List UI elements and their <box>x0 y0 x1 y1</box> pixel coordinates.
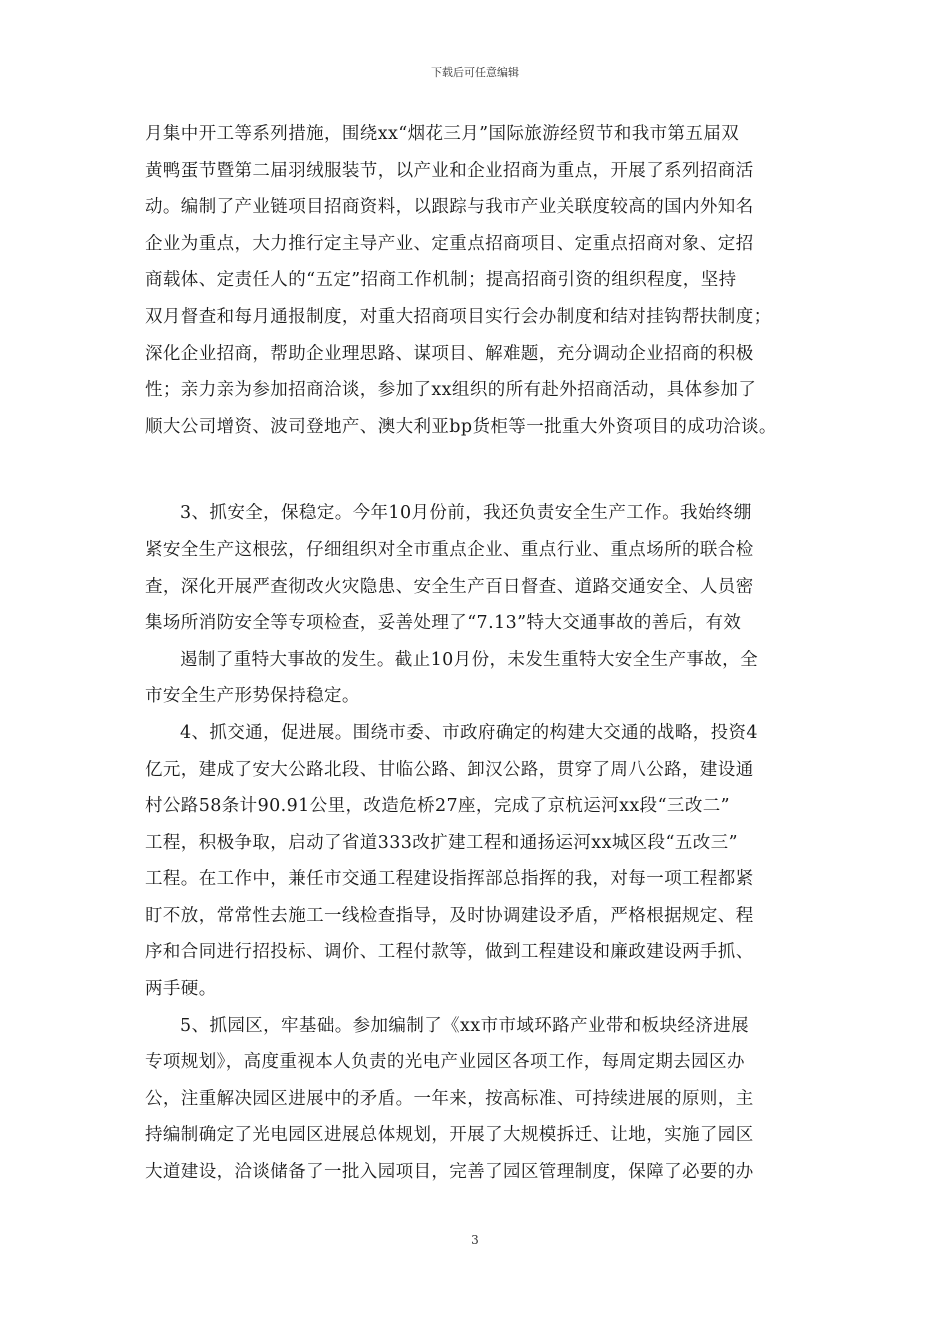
text-line: 市安全生产形势保持稳定。 <box>145 686 360 707</box>
paragraph <box>145 715 825 1008</box>
text-line: 顺大公司增资、波司登地产、澳大利亚bp货柜等一批重大外资项目的成功洽谈。 <box>145 416 777 437</box>
text-line: 紧安全生产这根弦，仔细组织对全市重点企业、重点行业、重点场所的联合检 <box>145 539 754 560</box>
text-line: 两手硬。 <box>145 979 217 1000</box>
text-line: 村公路58条计90.91公里，改造危桥27座，完成了京杭运河xx段“三改二” <box>145 796 730 817</box>
text-line: 5、抓园区，牢基础。参加编制了《xx市市域环路产业带和板块经济进展 <box>180 1015 750 1036</box>
document-body <box>145 116 825 1191</box>
text-line: 月集中开工等系列措施，围绕xx“烟花三月”国际旅游经贸节和我市第五届双 <box>145 124 740 144</box>
text-line: 3、抓安全，保稳定。今年10月份前，我还负责安全生产工作。我始终绷 <box>180 503 752 524</box>
text-line: 4、抓交通，促进展。围绕市委、市政府确定的构建大交通的战略，投资4 <box>180 722 758 743</box>
text-line: 集场所消防安全等专项检查，妥善处理了“7.13”特大交通事故的善后，有效 <box>145 613 742 634</box>
text-line: 工程，积极争取，启动了省道333改扩建工程和通扬运河xx城区段“五改三” <box>145 832 738 853</box>
paragraph <box>145 495 825 641</box>
paragraph-gap <box>145 445 825 495</box>
page-header: 下载后可任意编辑 <box>431 66 519 79</box>
text-line: 企业为重点，大力推行定主导产业、定重点招商项目、定重点招商对象、定招 <box>145 233 754 254</box>
text-line: 商载体、定责任人的“五定”招商工作机制；提高招商引资的组织程度，坚持 <box>145 270 737 291</box>
text-line: 序和合同进行招投标、调价、工程付款等，做到工程建设和廉政建设两手抓、 <box>145 942 754 963</box>
paragraph <box>145 642 825 715</box>
text-line: 公，注重解决园区进展中的矛盾。一年来，按高标准、可持续进展的原则，主 <box>145 1088 754 1109</box>
text-line: 动。编制了产业链项目招商资料，以跟踪与我市产业关联度较高的国内外知名 <box>145 197 754 218</box>
text-line: 工程。在工作中，兼任市交通工程建设指挥部总指挥的我，对每一项工程都紧 <box>145 869 754 890</box>
paragraph <box>145 1008 825 1191</box>
text-line: 黄鸭蛋节暨第二届羽绒服装节，以产业和企业招商为重点，开展了系列招商活 <box>145 160 754 181</box>
text-line: 盯不放，常常性去施工一线检查指导，及时协调建设矛盾，严格根据规定、程 <box>145 905 754 926</box>
text-line: 遏制了重特大事故的发生。截止10月份，未发生重特大安全生产事故，全 <box>180 649 758 670</box>
text-line: 持编制确定了光电园区进展总体规划，开展了大规模拆迁、让地，实施了园区 <box>145 1125 754 1146</box>
text-line: 双月督查和每月通报制度，对重大招商项目实行会办制度和结对挂钩帮扶制度； <box>145 306 772 327</box>
text-line: 深化企业招商，帮助企业理思路、谋项目、解难题，充分调动企业招商的积极 <box>145 343 754 364</box>
page-number: 3 <box>471 1233 479 1247</box>
text-line: 大道建设，洽谈储备了一批入园项目，完善了园区管理制度，保障了必要的办 <box>145 1162 754 1183</box>
text-line: 亿元，建成了安大公路北段、甘临公路、卸汉公路，贯穿了周八公路，建设通 <box>145 759 754 780</box>
text-line: 查，深化开展严查彻改火灾隐患、安全生产百日督查、道路交通安全、人员密 <box>145 576 754 597</box>
paragraph <box>145 116 825 445</box>
text-line: 专项规划》，高度重视本人负责的光电产业园区各项工作，每周定期去园区办 <box>145 1052 745 1073</box>
text-line: 性；亲力亲为参加招商洽谈，参加了xx组织的所有赴外招商活动，具体参加了 <box>145 380 757 401</box>
